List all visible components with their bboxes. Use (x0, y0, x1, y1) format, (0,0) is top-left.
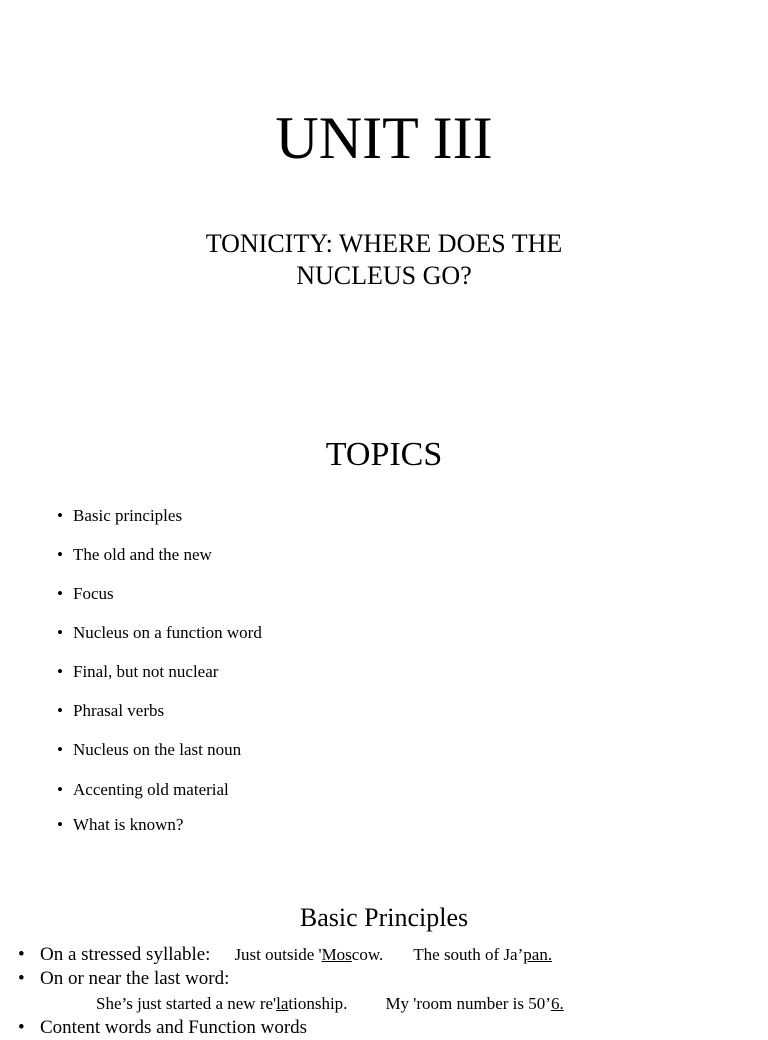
unit-title: UNIT III (275, 105, 493, 171)
bullet-icon: • (18, 968, 25, 989)
topic-item (57, 700, 164, 722)
stressed-syllable: 6. (550, 994, 564, 1013)
topic-item (57, 661, 218, 683)
bullet-icon: • (57, 662, 63, 681)
bullet-icon: • (57, 545, 63, 564)
bullet-icon: • (57, 584, 63, 603)
bullet-icon: • (57, 623, 63, 642)
topic-item-label: Accenting old material (73, 780, 229, 799)
topic-item-label: The old and the new (73, 545, 212, 564)
bullet-icon: • (18, 944, 25, 965)
example-part: Just outside ' (234, 945, 322, 964)
topic-item-label: Final, but not nuclear (73, 662, 219, 681)
topic-item (57, 583, 114, 605)
topic-item (57, 779, 229, 801)
stressed-syllable: Mos (321, 945, 352, 964)
subtitle-line-2: NUCLEUS GO? (296, 261, 472, 290)
bullet-icon: • (57, 740, 63, 759)
example-text (234, 945, 383, 964)
topic-item (57, 505, 182, 527)
stressed-syllable: la (276, 994, 289, 1013)
stressed-syllable: pan. (523, 945, 553, 964)
topics-heading: TOPICS (325, 436, 443, 473)
topic-item (57, 622, 262, 644)
principle-item (18, 943, 552, 967)
topic-item (57, 544, 212, 566)
example-part: The south of Ja’ (413, 945, 524, 964)
unit-subtitle (0, 228, 768, 292)
principle-item (18, 1016, 307, 1040)
topic-item-label: Phrasal verbs (73, 701, 165, 720)
principle-item (18, 967, 229, 991)
topic-item-label: Nucleus on a function word (73, 623, 262, 642)
bullet-icon: • (18, 1017, 25, 1038)
example-text (413, 945, 552, 964)
bullet-icon: • (57, 701, 63, 720)
topic-item-label: Basic principles (73, 506, 183, 525)
topic-item-label: Focus (73, 584, 114, 603)
topic-item (57, 814, 183, 836)
subtitle-line-1: TONICITY: WHERE DOES THE (205, 229, 563, 258)
example-part: cow. (351, 945, 384, 964)
principle-examples (96, 992, 564, 1016)
principle-label: Content words and Function words (40, 1017, 308, 1038)
example-text (96, 994, 347, 1013)
example-text (385, 994, 563, 1013)
basic-principles-heading: Basic Principles (299, 903, 469, 932)
topic-item-label: Nucleus on the last noun (73, 740, 242, 759)
bullet-icon: • (57, 506, 63, 525)
example-part: My 'room number is 50’ (385, 994, 551, 1013)
principle-label: On a stressed syllable: (40, 944, 211, 965)
example-part: tionship. (288, 994, 348, 1013)
bullet-icon: • (57, 815, 63, 834)
topic-item-label: What is known? (73, 815, 184, 834)
bullet-icon: • (57, 780, 63, 799)
example-part: She’s just started a new re' (96, 994, 277, 1013)
topic-item (57, 739, 241, 761)
principle-label: On or near the last word: (40, 968, 230, 989)
